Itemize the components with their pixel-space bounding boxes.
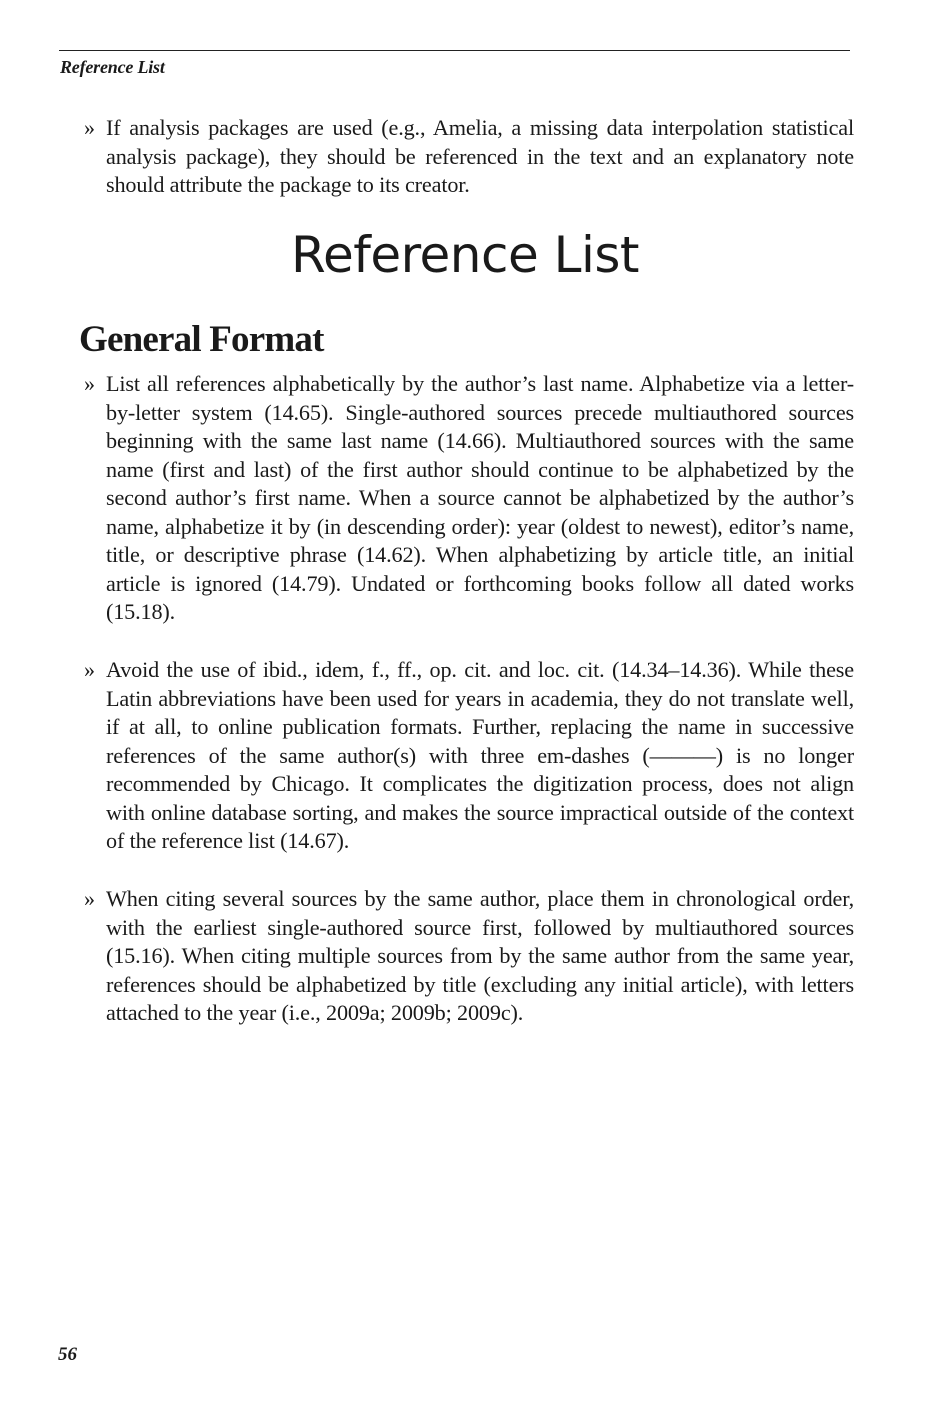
- bullet-item-alphabetize: [84, 370, 854, 627]
- bullet-text: If analysis packages are used (e.g., Amelia, a missing data interpolation statistical analysis package), they should be referenced in the text and an explanatory note should attribute the package to its creator.: [106, 115, 854, 197]
- bullet-marker-icon: »: [84, 657, 95, 682]
- bullet-text: When citing several sources by the same author, place them in chronological order, with the earliest single-authored source first, followed by multiauthored sources (15.16). When citing multiple sources from by the same author from the same year, references should be alphabetized by title (excluding any initial article), with letters attached to the year (i.e., 2009a; 2009b; 2009c).: [106, 886, 854, 1025]
- bullet-text: List all references alphabetically by the author’s last name. Alphabetize via a letter-by-letter system (14.65). Single-authored sources precede multiauthored sources beginning with the same last name (14.66). Multiauthored sources with the same name (first and last) of the first author should continue to be alphabetized by the second author’s first name. When a source cannot be alphabetized by the author’s name, alphabetize it by (in descending order): year (oldest to newest), editor’s name, title, or descriptive phrase (14.62). When alphabetizing by article title, an initial article is ignored (14.79). Undated or forthcoming books follow all dated works (15.18).: [106, 371, 854, 624]
- intro-bullet: [84, 114, 854, 200]
- page-number: 56: [58, 1344, 77, 1365]
- bullet-marker-icon: »: [84, 371, 95, 396]
- bullet-marker-icon: »: [84, 886, 95, 911]
- subsection-title: General Format: [79, 319, 324, 360]
- bullet-text: Avoid the use of ibid., idem, f., ff., op. cit. and loc. cit. (14.34–14.36). While these Latin abbreviations have been used for years in academia, they do not translate well, if at all, to online publication formats. Further, replacing the name in successive references of the same author(s) with three em-dashes (———) is no longer recommended by Chicago. It complicates the digitization process, does not align with online database sorting, and makes the source impractical outside of the context of the reference list (14.67).: [106, 657, 854, 853]
- header-rule: [59, 50, 850, 51]
- bullet-item-abbreviations: [84, 656, 854, 856]
- section-title: Reference List: [290, 226, 640, 284]
- bullet-marker-icon: »: [84, 115, 95, 140]
- bullet-item-chronological: [84, 885, 854, 1028]
- running-head: Reference List: [60, 57, 165, 77]
